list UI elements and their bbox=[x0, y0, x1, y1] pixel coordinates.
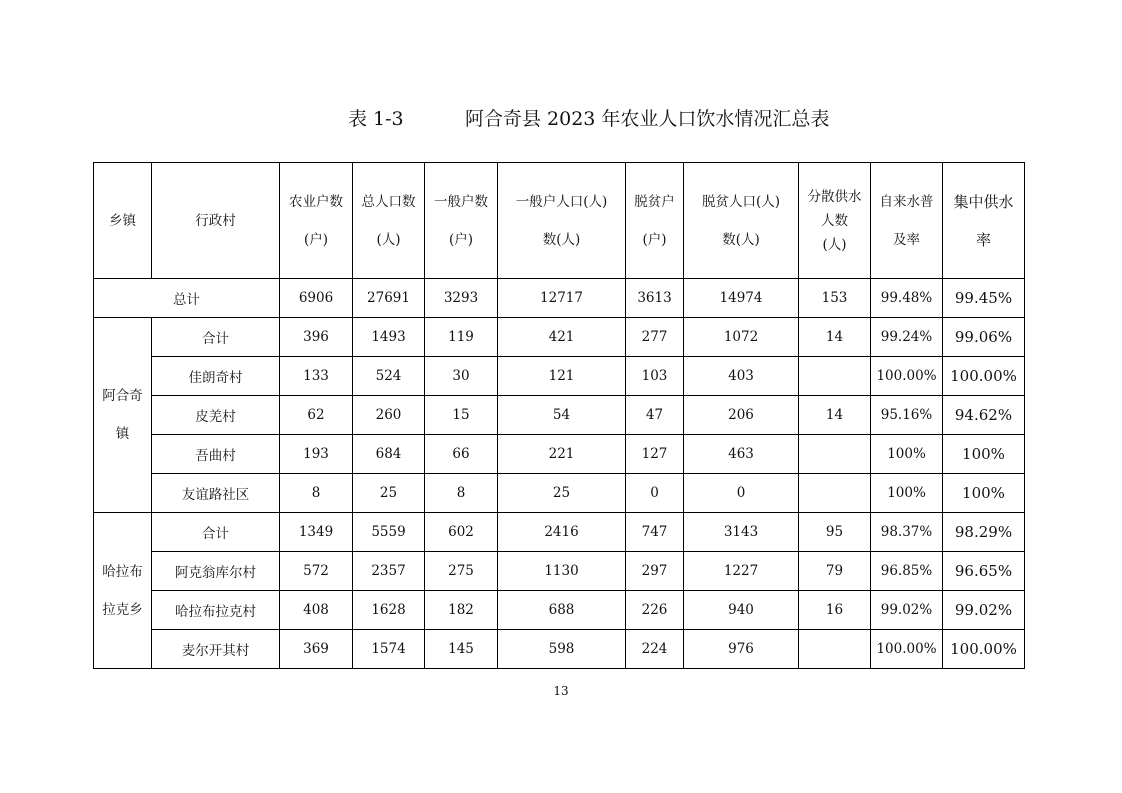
table-cell: 572 bbox=[280, 552, 353, 591]
table-cell: 3293 bbox=[425, 279, 498, 318]
table-cell: 62 bbox=[280, 396, 353, 435]
table-cell: 153 bbox=[799, 279, 871, 318]
table-cell: 66 bbox=[425, 435, 498, 474]
table-row bbox=[94, 396, 1025, 435]
header-township: 乡镇 bbox=[94, 163, 152, 279]
table-row bbox=[94, 435, 1025, 474]
table-cell: 100% bbox=[943, 474, 1025, 513]
table-cell: 1493 bbox=[353, 318, 425, 357]
header-village: 行政村 bbox=[152, 163, 280, 279]
header-dispersed-supply: 分散供水 人数 (人) bbox=[799, 163, 871, 279]
township-cell: 哈拉布 拉克乡 bbox=[94, 513, 152, 669]
table-cell: 14 bbox=[799, 318, 871, 357]
table-cell: 133 bbox=[280, 357, 353, 396]
table-row bbox=[94, 318, 1025, 357]
table-cell: 12717 bbox=[498, 279, 626, 318]
table-cell: 100% bbox=[943, 435, 1025, 474]
table-row bbox=[94, 591, 1025, 630]
table-cell: 3143 bbox=[684, 513, 799, 552]
table-cell: 1072 bbox=[684, 318, 799, 357]
table-number: 表 1-3 bbox=[348, 108, 404, 130]
table-cell: 408 bbox=[280, 591, 353, 630]
table-row bbox=[94, 357, 1025, 396]
table-cell: 25 bbox=[498, 474, 626, 513]
table-cell: 100.00% bbox=[943, 357, 1025, 396]
table-cell: 463 bbox=[684, 435, 799, 474]
table-cell: 524 bbox=[353, 357, 425, 396]
table-cell: 98.37% bbox=[871, 513, 943, 552]
table-cell: 95.16% bbox=[871, 396, 943, 435]
table-cell: 976 bbox=[684, 630, 799, 669]
village-cell: 佳朗奇村 bbox=[152, 357, 280, 396]
header-poverty-population: 脱贫人口(人) 数(人) bbox=[684, 163, 799, 279]
table-cell: 421 bbox=[498, 318, 626, 357]
table-cell: 100.00% bbox=[871, 357, 943, 396]
table-cell: 3613 bbox=[626, 279, 684, 318]
village-cell: 友谊路社区 bbox=[152, 474, 280, 513]
table-cell bbox=[799, 435, 871, 474]
table-cell: 1628 bbox=[353, 591, 425, 630]
table-cell: 14974 bbox=[684, 279, 799, 318]
table-cell: 688 bbox=[498, 591, 626, 630]
header-poverty-households: 脱贫户 (户) bbox=[626, 163, 684, 279]
header-total-population: 总人口数 (人) bbox=[353, 163, 425, 279]
table-cell bbox=[799, 474, 871, 513]
header-tap-water-rate: 自来水普 及率 bbox=[871, 163, 943, 279]
table-cell: 8 bbox=[280, 474, 353, 513]
table-cell: 14 bbox=[799, 396, 871, 435]
table-cell: 121 bbox=[498, 357, 626, 396]
table-cell bbox=[799, 630, 871, 669]
table-title bbox=[0, 104, 1122, 134]
table-cell: 145 bbox=[425, 630, 498, 669]
table-cell: 100% bbox=[871, 435, 943, 474]
table-cell: 260 bbox=[353, 396, 425, 435]
table-cell: 99.24% bbox=[871, 318, 943, 357]
village-cell: 阿克翁库尔村 bbox=[152, 552, 280, 591]
table-cell: 25 bbox=[353, 474, 425, 513]
table-cell: 2416 bbox=[498, 513, 626, 552]
table-cell: 27691 bbox=[353, 279, 425, 318]
table-cell: 100.00% bbox=[943, 630, 1025, 669]
table-cell: 94.62% bbox=[943, 396, 1025, 435]
table-cell: 47 bbox=[626, 396, 684, 435]
table-cell: 226 bbox=[626, 591, 684, 630]
table-cell: 1574 bbox=[353, 630, 425, 669]
table-cell: 598 bbox=[498, 630, 626, 669]
table-cell: 2357 bbox=[353, 552, 425, 591]
header-general-population: 一般户人口(人) 数(人) bbox=[498, 163, 626, 279]
table-cell: 206 bbox=[684, 396, 799, 435]
header-row bbox=[94, 163, 1025, 279]
table-cell bbox=[799, 357, 871, 396]
table-cell: 0 bbox=[626, 474, 684, 513]
header-general-households: 一般户数 (户) bbox=[425, 163, 498, 279]
table-cell: 602 bbox=[425, 513, 498, 552]
total-row bbox=[94, 279, 1025, 318]
table-cell: 16 bbox=[799, 591, 871, 630]
table-cell: 8 bbox=[425, 474, 498, 513]
table-cell: 99.48% bbox=[871, 279, 943, 318]
page-number: 13 bbox=[553, 684, 569, 698]
table-cell: 15 bbox=[425, 396, 498, 435]
table-cell: 98.29% bbox=[943, 513, 1025, 552]
table-cell: 96.85% bbox=[871, 552, 943, 591]
village-cell: 合计 bbox=[152, 318, 280, 357]
table-cell: 275 bbox=[425, 552, 498, 591]
table-cell: 95 bbox=[799, 513, 871, 552]
table-cell: 221 bbox=[498, 435, 626, 474]
table-cell: 684 bbox=[353, 435, 425, 474]
table-cell: 182 bbox=[425, 591, 498, 630]
table-cell: 747 bbox=[626, 513, 684, 552]
table-cell: 99.02% bbox=[871, 591, 943, 630]
table-cell: 99.06% bbox=[943, 318, 1025, 357]
table-cell: 403 bbox=[684, 357, 799, 396]
table-row bbox=[94, 630, 1025, 669]
table-cell: 100% bbox=[871, 474, 943, 513]
table-cell: 396 bbox=[280, 318, 353, 357]
table-cell: 277 bbox=[626, 318, 684, 357]
table-cell: 193 bbox=[280, 435, 353, 474]
header-central-supply-rate: 集中供水 率 bbox=[943, 163, 1025, 279]
table-cell: 224 bbox=[626, 630, 684, 669]
table-cell: 1349 bbox=[280, 513, 353, 552]
table-cell: 79 bbox=[799, 552, 871, 591]
table-row bbox=[94, 513, 1025, 552]
table-row bbox=[94, 474, 1025, 513]
table-cell: 30 bbox=[425, 357, 498, 396]
village-cell: 麦尔开其村 bbox=[152, 630, 280, 669]
table-cell: 99.45% bbox=[943, 279, 1025, 318]
table-cell: 100.00% bbox=[871, 630, 943, 669]
table-cell: 103 bbox=[626, 357, 684, 396]
total-label: 总计 bbox=[94, 279, 280, 318]
table-cell: 119 bbox=[425, 318, 498, 357]
table-cell: 99.02% bbox=[943, 591, 1025, 630]
village-cell: 吾曲村 bbox=[152, 435, 280, 474]
header-agri-households: 农业户数 (户) bbox=[280, 163, 353, 279]
table-cell: 5559 bbox=[353, 513, 425, 552]
table-cell: 6906 bbox=[280, 279, 353, 318]
table-cell: 369 bbox=[280, 630, 353, 669]
water-supply-summary-table bbox=[93, 162, 1025, 669]
table-cell: 297 bbox=[626, 552, 684, 591]
table-row bbox=[94, 552, 1025, 591]
table-name: 阿合奇县 2023 年农业人口饮水情况汇总表 bbox=[465, 108, 830, 130]
table-cell: 127 bbox=[626, 435, 684, 474]
table-cell: 1227 bbox=[684, 552, 799, 591]
table-cell: 54 bbox=[498, 396, 626, 435]
village-cell: 皮羌村 bbox=[152, 396, 280, 435]
table-cell: 0 bbox=[684, 474, 799, 513]
table-cell: 96.65% bbox=[943, 552, 1025, 591]
table-cell: 1130 bbox=[498, 552, 626, 591]
village-cell: 哈拉布拉克村 bbox=[152, 591, 280, 630]
table-cell: 940 bbox=[684, 591, 799, 630]
village-cell: 合计 bbox=[152, 513, 280, 552]
township-cell: 阿合奇 镇 bbox=[94, 318, 152, 513]
